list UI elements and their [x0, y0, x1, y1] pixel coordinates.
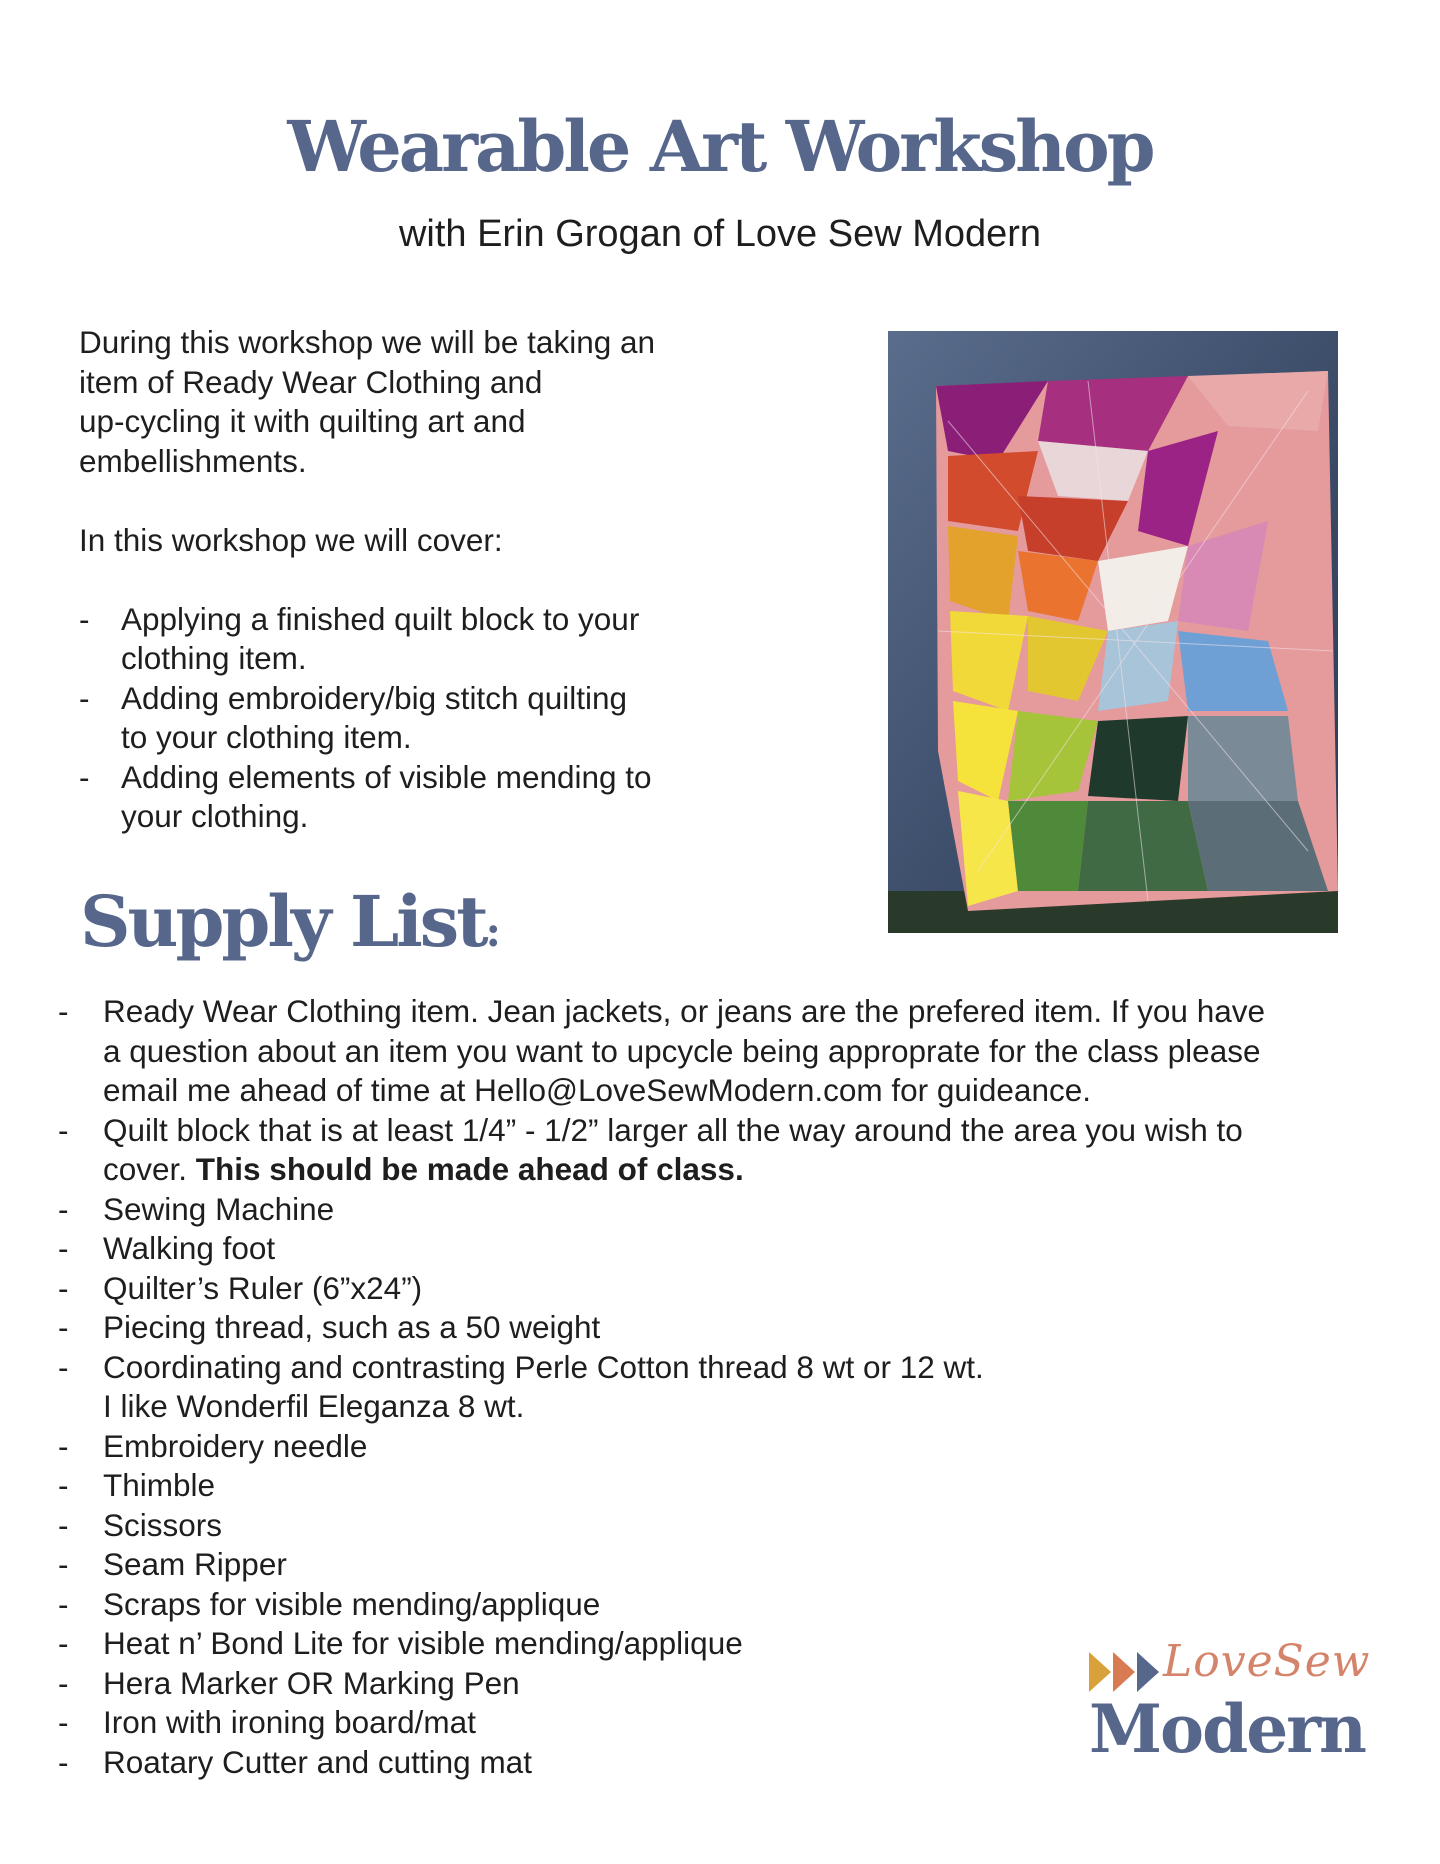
list-item	[79, 600, 729, 679]
list-item	[58, 1348, 1378, 1427]
chevron-icon	[1089, 1652, 1111, 1692]
list-item-line: Scraps for visible mending/applique	[103, 1585, 601, 1622]
list-item	[58, 1427, 1378, 1467]
list-item-line: email me ahead of time at Hello@LoveSewModern.com for guideance.	[103, 1072, 1091, 1108]
logo-word: Modern	[1089, 1690, 1365, 1768]
intro-line: embellishments.	[79, 442, 307, 479]
list-item-line: Iron with ironing board/mat	[103, 1704, 476, 1740]
list-item-line: Roatary Cutter and cutting mat	[103, 1743, 532, 1780]
list-item	[58, 1190, 1378, 1230]
list-item-line	[103, 1150, 1378, 1190]
bullet-dash: -	[58, 1269, 69, 1306]
list-item	[58, 1466, 1378, 1506]
list-item-line: clothing item.	[121, 640, 307, 676]
list-item-line: a question about an item you want to upcycle being approprate for the class please	[103, 1032, 1261, 1069]
intro-line: up-cycling it with quilting art and	[79, 403, 526, 439]
bullet-dash: -	[58, 1348, 69, 1385]
list-item	[58, 1506, 1378, 1546]
list-item-line: Quilt block that is at least 1/4” - 1/2” larger all the way around the area you wish to	[103, 1111, 1243, 1148]
bullet-dash: -	[79, 679, 90, 716]
cover-heading: In this workshop we will cover:	[79, 521, 503, 558]
bullet-dash: -	[79, 758, 90, 795]
list-item	[58, 1111, 1378, 1190]
intro-line: During this workshop we will be taking an	[79, 324, 656, 360]
list-item-line: Ready Wear Clothing item. Jean jackets, or jeans are the prefered item. If you have	[103, 993, 1266, 1029]
bullet-dash: -	[58, 1427, 69, 1464]
list-item-line: to your clothing item.	[121, 719, 412, 755]
logo-script: LoveSew	[1163, 1636, 1371, 1687]
list-item-line: Seam Ripper	[103, 1546, 287, 1582]
list-item	[58, 992, 1378, 1111]
cover-list	[79, 600, 729, 837]
list-item-line: Piecing thread, such as a 50 weight	[103, 1309, 601, 1345]
list-item-line: Hera Marker OR Marking Pen	[103, 1664, 520, 1701]
list-item-line: Adding embroidery/big stitch quilting	[121, 679, 628, 716]
list-item-line: Embroidery needle	[103, 1427, 368, 1464]
list-item-line: Scissors	[103, 1506, 223, 1543]
bullet-dash: -	[58, 1190, 69, 1227]
list-item-line: Thimble	[103, 1467, 216, 1503]
bullet-dash: -	[58, 1230, 69, 1266]
list-item	[79, 758, 729, 837]
list-item-line: Coordinating and contrasting Perle Cotton thread 8 wt or 12 wt.	[103, 1348, 984, 1385]
list-item-line: Quilter’s Ruler (6”x24”)	[103, 1269, 423, 1306]
supply-list-title-colon: :	[485, 907, 499, 956]
love-sew-modern-logo	[1085, 1636, 1371, 1770]
quilt-jacket-photo	[888, 331, 1338, 933]
intro-line: item of Ready Wear Clothing and	[79, 363, 543, 400]
list-item-line: Walking foot	[103, 1230, 276, 1266]
list-item	[58, 1229, 1378, 1269]
bullet-dash: -	[58, 1546, 69, 1582]
bullet-dash: -	[58, 1506, 69, 1543]
list-item-text: cover.	[103, 1151, 196, 1187]
bullet-dash: -	[58, 1585, 69, 1622]
bullet-dash: -	[58, 1664, 69, 1701]
supply-list-title-text: Supply List	[80, 880, 486, 963]
emphasis-text: This should be made ahead of class.	[195, 1151, 744, 1187]
bullet-dash: -	[58, 1625, 69, 1661]
page-subtitle: with Erin Grogan of Love Sew Modern	[398, 213, 1042, 255]
bullet-dash: -	[58, 1743, 69, 1780]
list-item-line: Adding elements of visible mending to	[121, 758, 652, 795]
bullet-dash: -	[58, 993, 69, 1029]
list-item-line: I like Wonderfil Eleganza 8 wt.	[103, 1388, 525, 1424]
list-item-line: Heat n’ Bond Lite for visible mending/applique	[103, 1625, 743, 1661]
page-title: Wearable Art Workshop	[287, 105, 1153, 188]
list-item	[58, 1585, 1378, 1625]
list-item-line: Sewing Machine	[103, 1190, 335, 1227]
list-item	[79, 679, 729, 758]
list-item-line: Applying a finished quilt block to your	[121, 600, 640, 637]
supply-list-title	[80, 880, 498, 963]
bullet-dash: -	[58, 1111, 69, 1148]
list-item	[58, 1545, 1378, 1585]
list-item	[58, 1269, 1378, 1309]
bullet-dash: -	[58, 1309, 69, 1345]
bullet-dash: -	[58, 1467, 69, 1503]
list-item-line: your clothing.	[121, 798, 309, 834]
chevron-icon	[1137, 1652, 1159, 1692]
chevron-icon	[1113, 1652, 1135, 1692]
list-item	[58, 1308, 1378, 1348]
quilt-block-image	[888, 331, 1338, 933]
bullet-dash: -	[58, 1704, 69, 1740]
intro-section	[79, 323, 729, 837]
bullet-dash: -	[79, 600, 90, 637]
